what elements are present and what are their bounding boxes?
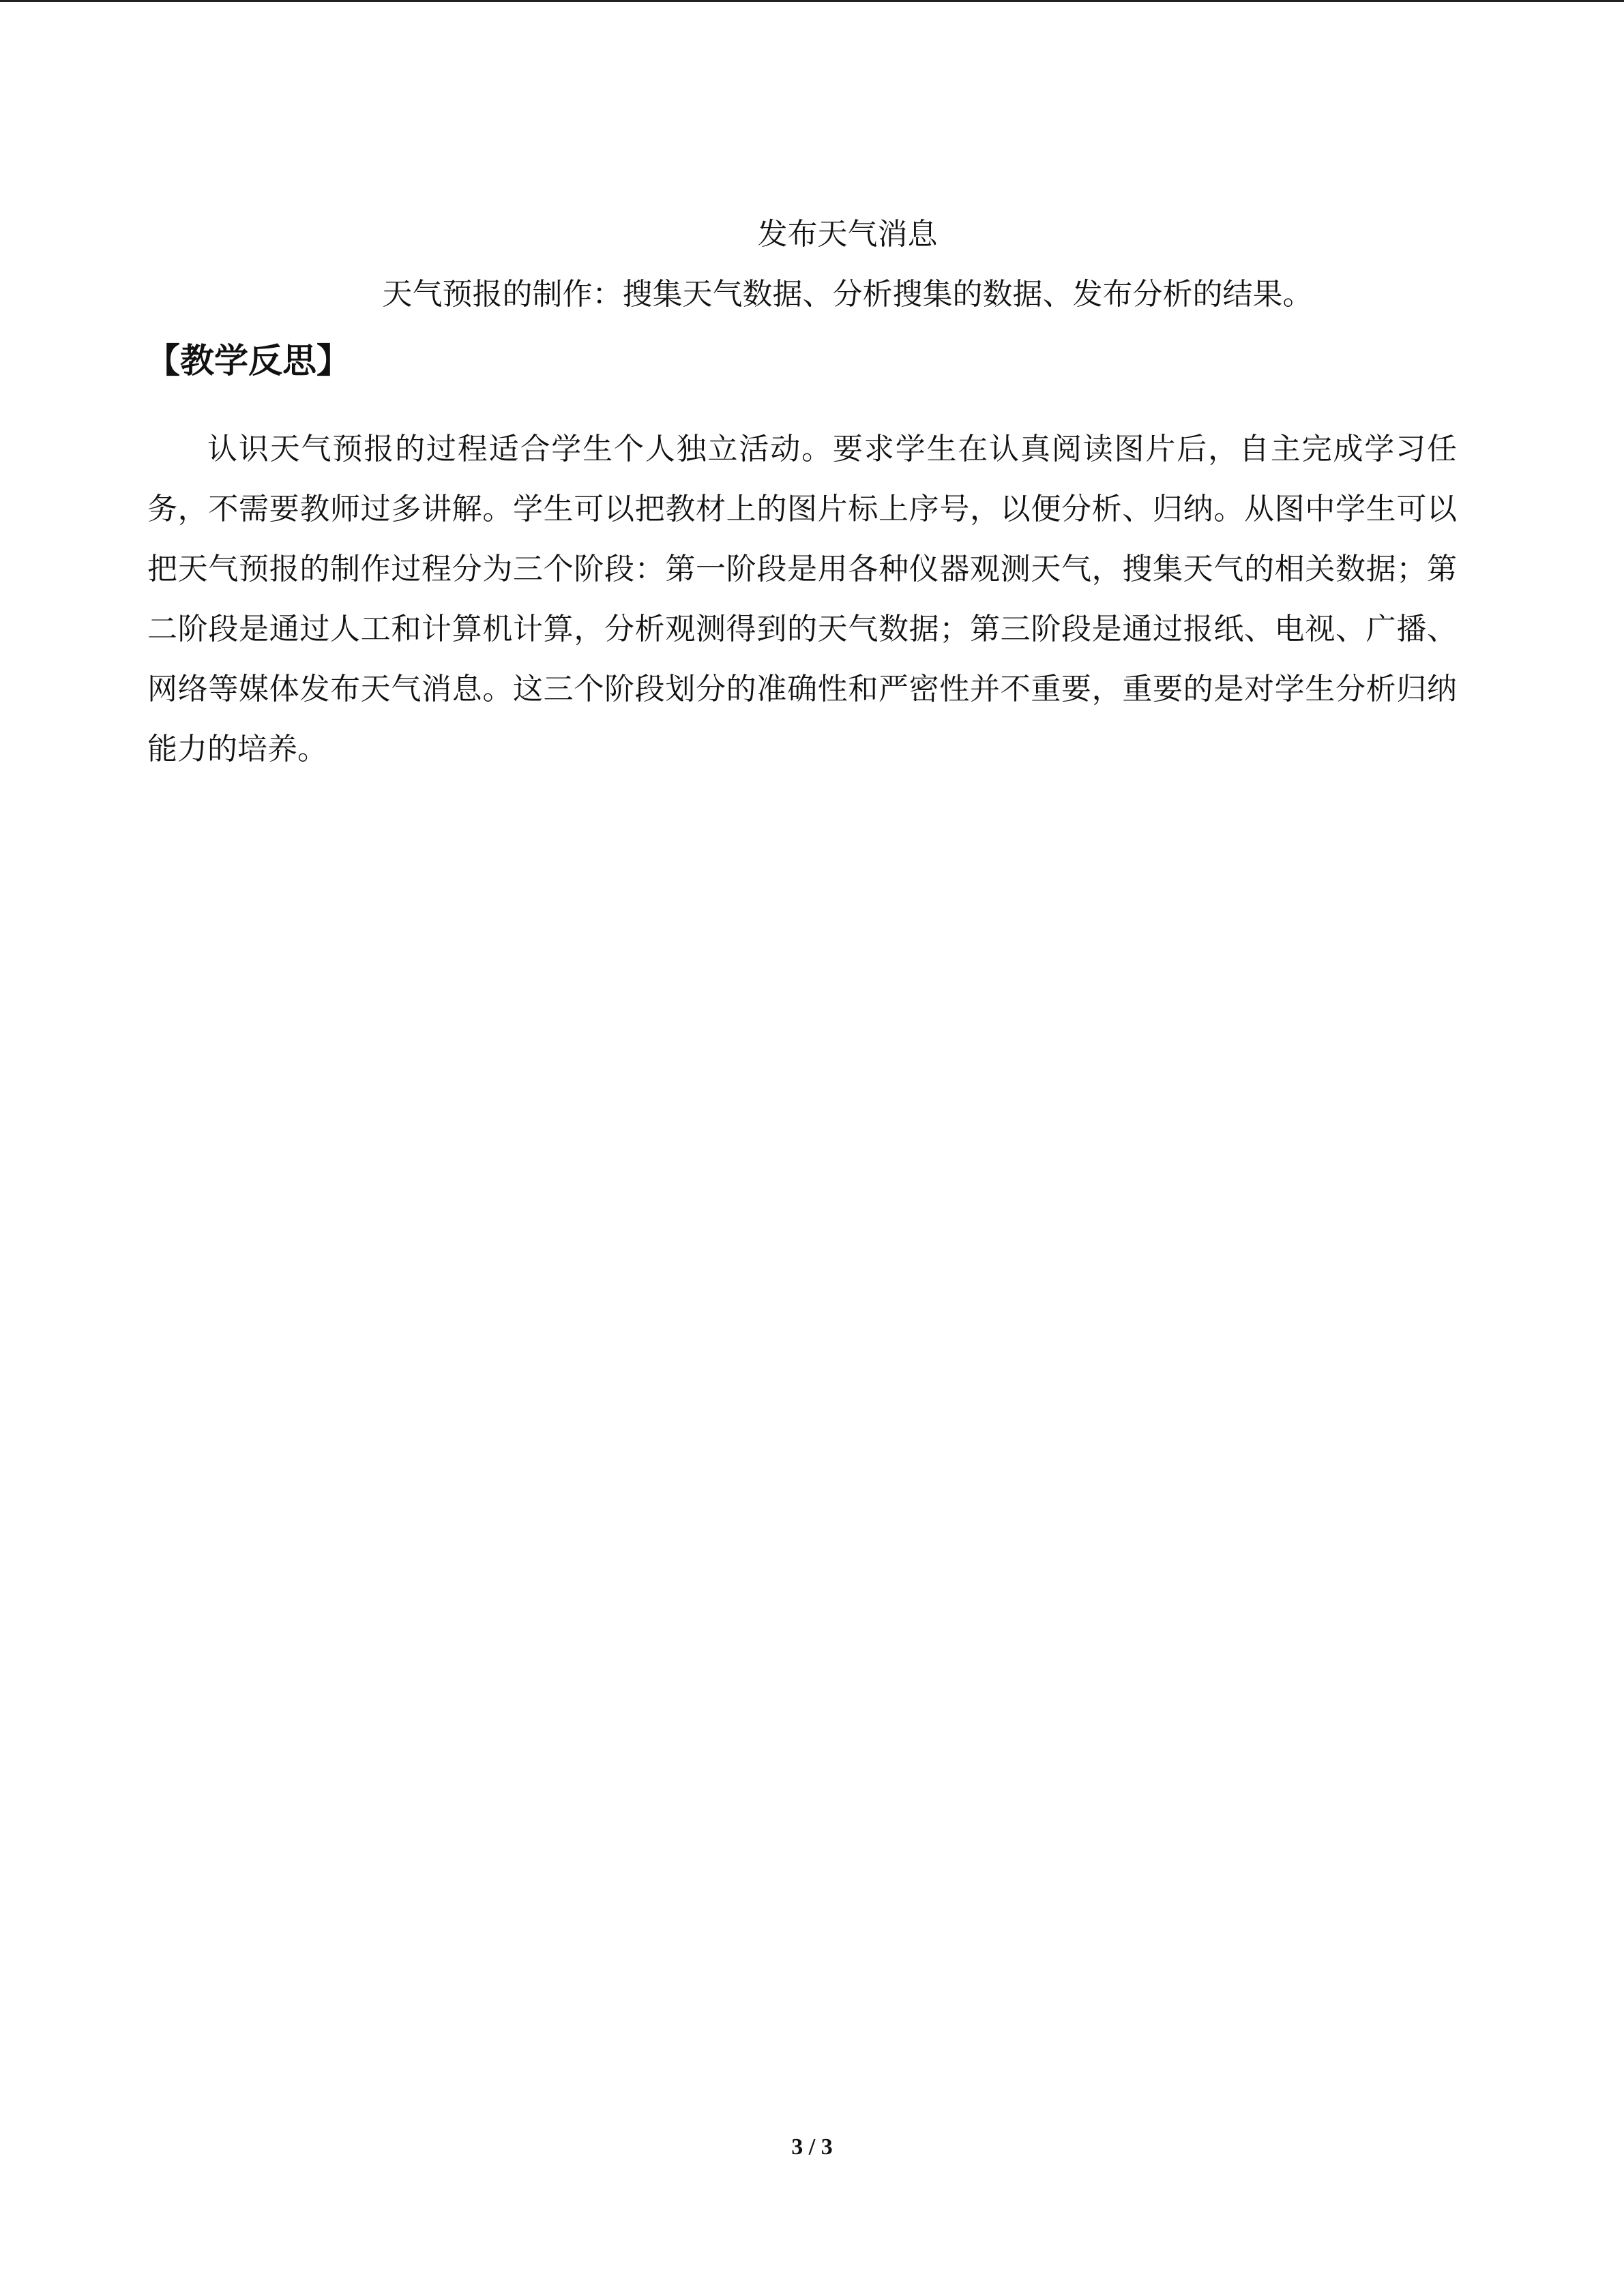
forecast-summary-line: 天气预报的制作：搜集天气数据、分析搜集的数据、发布分析的结果。 — [382, 277, 1313, 312]
page-number: 3 / 3 — [791, 2134, 833, 2160]
top-border-rule — [0, 0, 1624, 2]
reflection-paragraph: 认识天气预报的过程适合学生个人独立活动。要求学生在认真阅读图片后，自主完成学习任务，不需要教师过多讲解。学生可以把教材上的图片标上序号，以便分析、归纳。从图中学生可以把天气预报的制作过程分为三个阶段：第一阶段是用各种仪器观测天气，搜集天气的相关数据；第二阶段是通过人工和计算机计算，分析观测得到的天气数据；第三阶段是通过报纸、电视、广播、网络等媒体发布天气消息。这三个阶段划分的准确性和严密性并不重要，重要的是对学生分析归纳能力的培养。 — [147, 432, 1457, 766]
teaching-reflection-heading: 【教学反思】 — [146, 341, 351, 381]
publish-weather-line: 发布天气消息 — [757, 217, 938, 252]
